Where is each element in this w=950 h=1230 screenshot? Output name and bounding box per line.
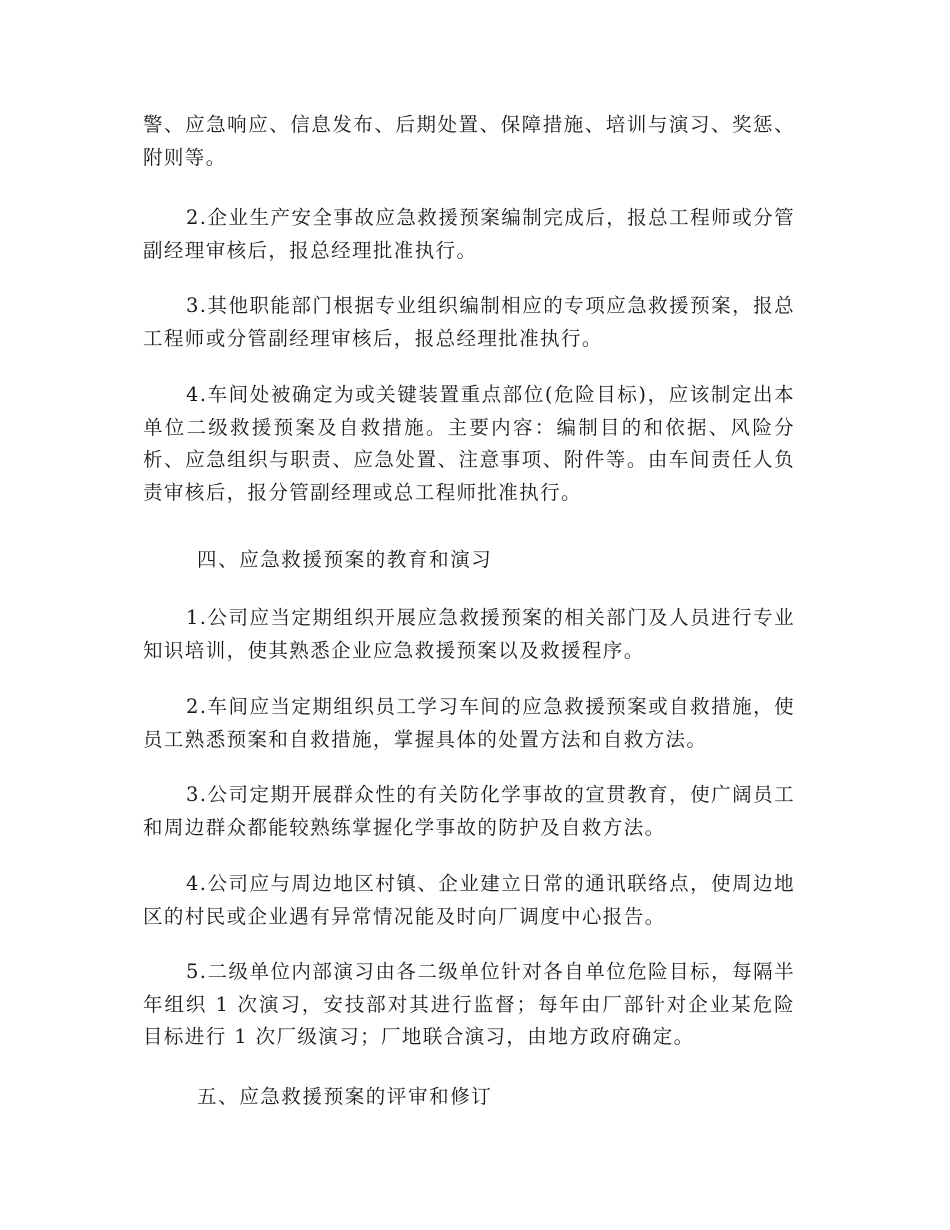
paragraph-training-1: 1.公司应当定期组织开展应急救援预案的相关部门及人员进行专业知识培训，使其熟悉企业应急救援预案以及救援程序。 <box>143 606 795 662</box>
paragraph-training-3: 3.公司定期开展群众性的有关防化学事故的宣贯教育，使广阔员工和周边群众都能较熟练掌握化学事故的防护及自救方法。 <box>143 783 795 839</box>
paragraph-item-4: 4.车间处被确定为或关键装置重点部位(危险目标)，应该制定出本单位二级救援预案及自救措施。主要内容：编制目的和依据、风险分析、应急组织与职责、应急处置、注意事项、附件等。由车间责任人负责审核后，报分管副经理或总工程师批准执行。 <box>143 383 795 504</box>
paragraph-continuation: 警、应急响应、信息发布、后期处置、保障措施、培训与演习、奖惩、附则等。 <box>143 113 795 169</box>
paragraph-item-2: 2.企业生产安全事故应急救援预案编制完成后，报总工程师或分管副经理审核后，报总经理批准执行。 <box>143 206 795 262</box>
paragraph-training-2: 2.车间应当定期组织员工学习车间的应急救援预案或自救措施，使员工熟悉预案和自救措施，掌握具体的处置方法和自救方法。 <box>143 695 795 751</box>
paragraph-training-5: 5.二级单位内部演习由各二级单位针对各自单位危险目标，每隔半年组织 1 次演习，安技部对其进行监督；每年由厂部针对企业某危险目标进行 1 次厂级演习；厂地联合演习，由地方政府确定。 <box>143 960 795 1048</box>
section-heading-4: 四、应急救援预案的教育和演习 <box>197 548 493 571</box>
section-heading-5: 五、应急救援预案的评审和修订 <box>197 1085 493 1108</box>
paragraph-training-4: 4.公司应与周边地区村镇、企业建立日常的通讯联络点，使周边地区的村民或企业遇有异常情况能及时向厂调度中心报告。 <box>143 872 795 928</box>
paragraph-item-3: 3.其他职能部门根据专业组织编制相应的专项应急救援预案，报总工程师或分管副经理审核后，报总经理批准执行。 <box>143 294 795 350</box>
